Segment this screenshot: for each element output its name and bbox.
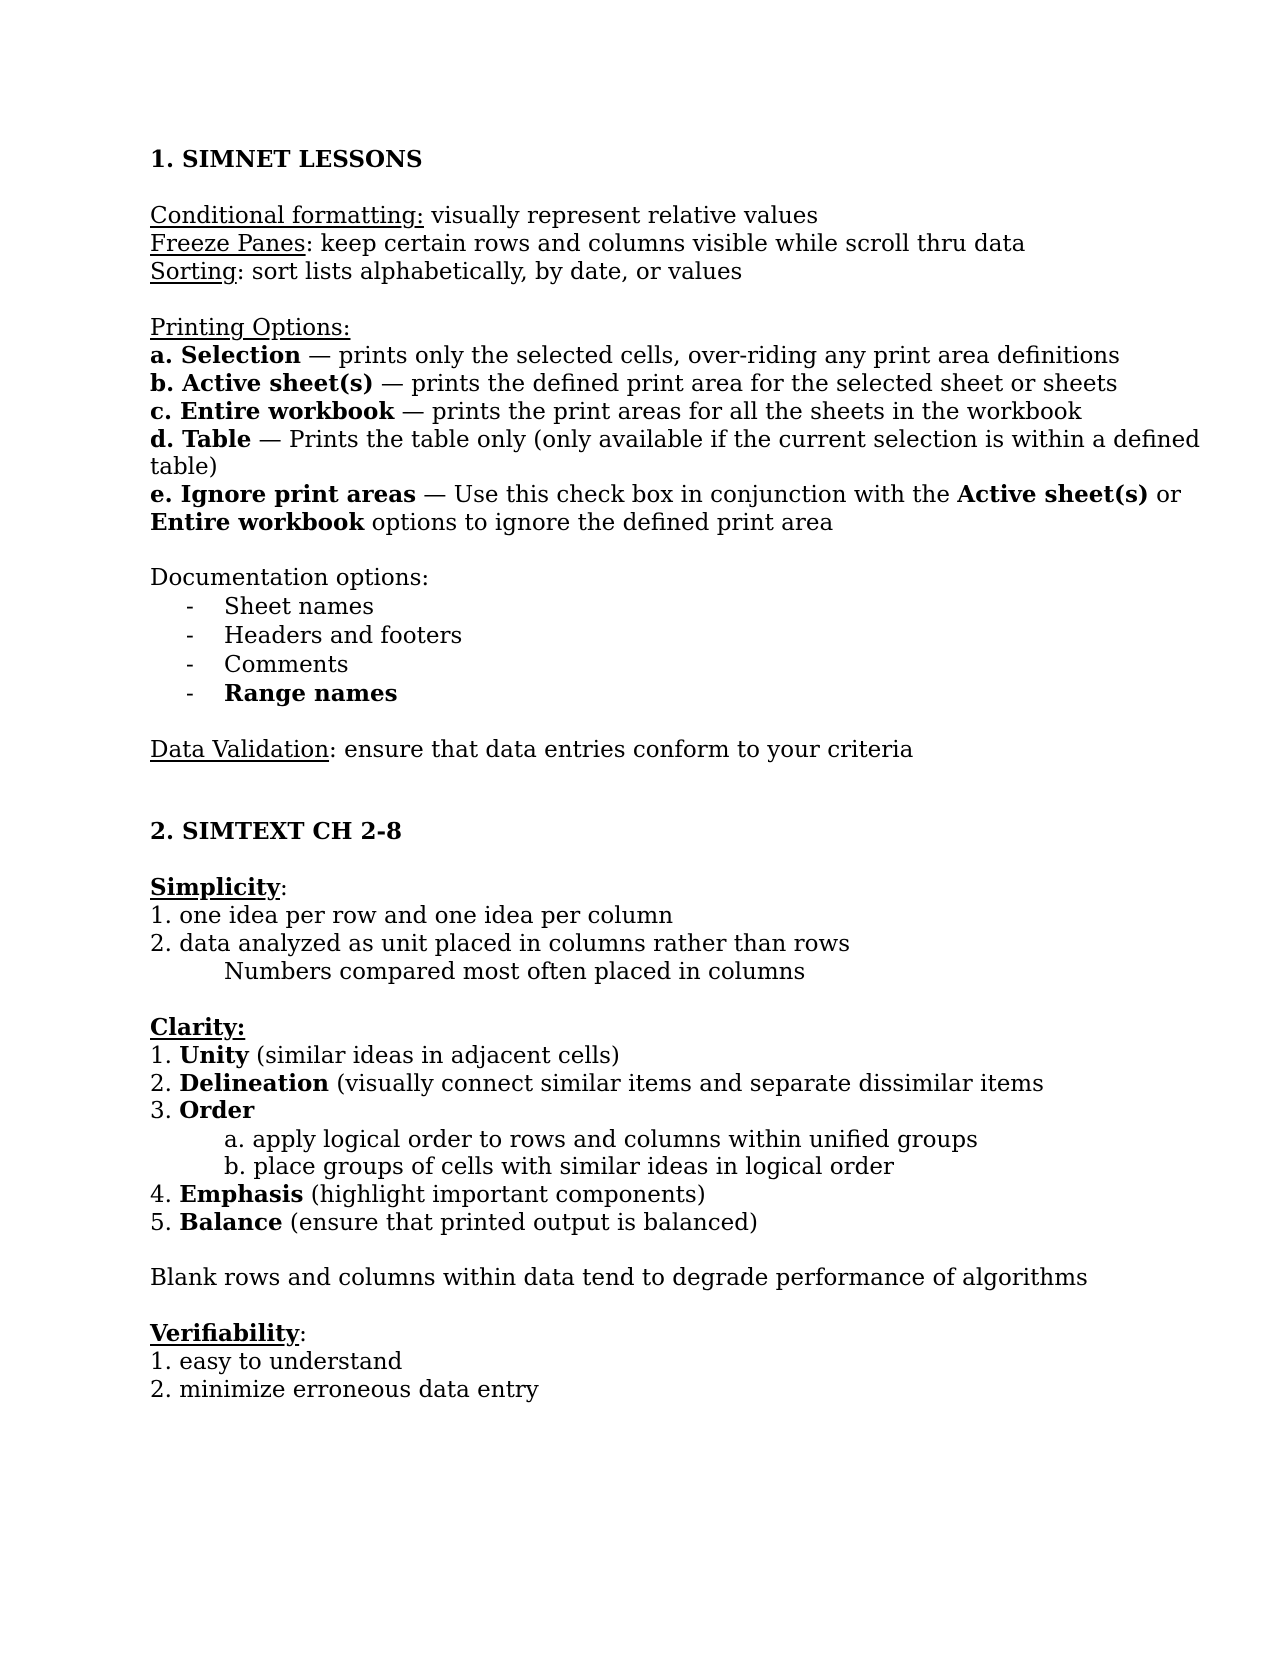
printing-option-b: b. Active sheet(s) — prints the defined print area for the selected sheet or sheets	[150, 370, 1118, 397]
verifiability-item: 1. easy to understand	[150, 1349, 403, 1375]
order-subitem-a: a. apply logical order to rows and columns within unified groups	[224, 1127, 978, 1153]
list-item: Range names	[224, 680, 398, 707]
clarity-item-emphasis: 4. Emphasis (highlight important components)	[150, 1181, 706, 1208]
bullet-dash: -	[186, 681, 194, 707]
documentation-options-heading: Documentation options:	[150, 565, 430, 591]
printing-option-c: c. Entire workbook — prints the print areas for all the sheets in the workbook	[150, 398, 1082, 425]
order-subitem-b: b. place groups of cells with similar ideas in logical order	[224, 1154, 894, 1180]
simplicity-item: 1. one idea per row and one idea per column	[150, 903, 674, 929]
verifiability-item: 2. minimize erroneous data entry	[150, 1377, 539, 1403]
clarity-heading: Clarity:	[150, 1014, 246, 1041]
bullet-dash: -	[186, 652, 194, 678]
printing-option-e-cont: Entire workbook options to ignore the defined print area	[150, 509, 834, 536]
sorting-line: Sorting: sort lists alphabetically, by date, or values	[150, 259, 743, 285]
printing-option-d-cont: table)	[150, 454, 218, 480]
list-item: Sheet names	[224, 594, 375, 620]
bullet-dash: -	[186, 594, 194, 620]
clarity-item-balance: 5. Balance (ensure that printed output is balanced)	[150, 1209, 758, 1236]
section2-heading: 2. SIMTEXT CH 2-8	[150, 818, 403, 845]
freeze-panes-line: Freeze Panes: keep certain rows and columns visible while scroll thru data	[150, 231, 1026, 257]
simplicity-item: 2. data analyzed as unit placed in columns rather than rows	[150, 931, 851, 957]
clarity-item-unity: 1. Unity (similar ideas in adjacent cells)	[150, 1042, 620, 1069]
list-item: Headers and footers	[224, 623, 463, 649]
simplicity-heading: Simplicity:	[150, 874, 288, 901]
section1-heading: 1. SIMNET LESSONS	[150, 146, 423, 173]
clarity-item-delineation: 2. Delineation (visually connect similar items and separate dissimilar items	[150, 1070, 1044, 1097]
verifiability-heading: Verifiability:	[150, 1320, 307, 1347]
data-validation-line: Data Validation: ensure that data entries conform to your criteria	[150, 737, 914, 763]
printing-option-a: a. Selection — prints only the selected cells, over-riding any print area definitions	[150, 342, 1120, 369]
printing-options-heading: Printing Options:	[150, 315, 351, 341]
clarity-item-order: 3. Order	[150, 1097, 255, 1124]
printing-option-e: e. Ignore print areas — Use this check box in conjunction with the Active sheet(s) or	[150, 481, 1181, 508]
bullet-dash: -	[186, 623, 194, 649]
list-item: Comments	[224, 652, 349, 678]
conditional-formatting-line: Conditional formatting: visually represent relative values	[150, 203, 819, 229]
simplicity-subitem: Numbers compared most often placed in columns	[224, 959, 806, 985]
blank-rows-note: Blank rows and columns within data tend to degrade performance of algorithms	[150, 1265, 1088, 1291]
printing-option-d: d. Table — Prints the table only (only available if the current selection is within a defined	[150, 426, 1200, 453]
